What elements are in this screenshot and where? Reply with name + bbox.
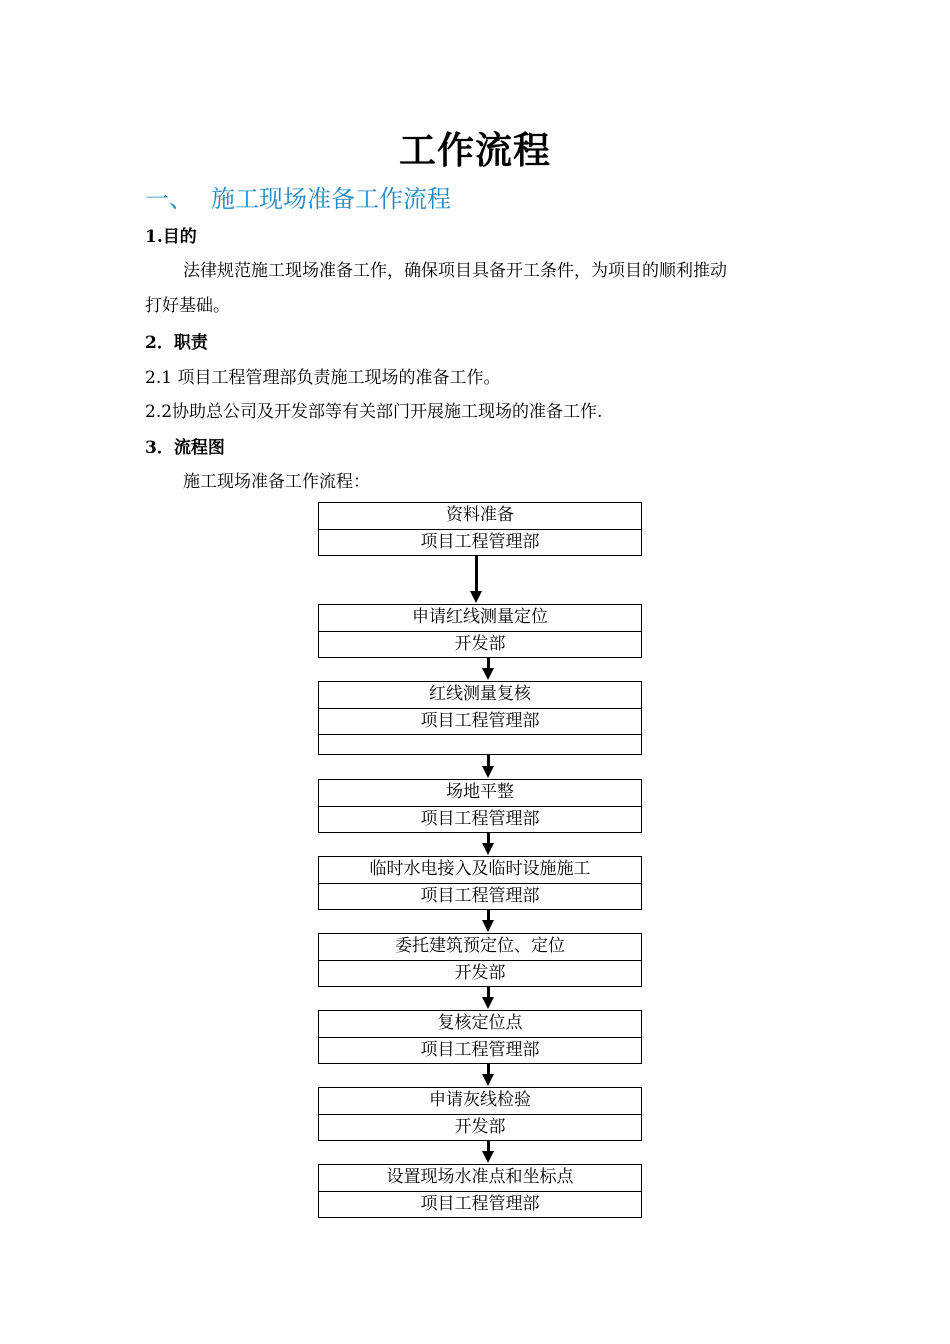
- flow-step-task: 申请红线测量定位: [319, 605, 641, 632]
- flow-step: [318, 933, 642, 987]
- flow-step-task: 设置现场水准点和坐标点: [319, 1165, 641, 1192]
- flow-step: [318, 681, 642, 755]
- section-heading: [145, 183, 451, 215]
- flow-step-task: 复核定位点: [319, 1011, 641, 1038]
- flowchart-caption: 施工现场准备工作流程：: [183, 472, 370, 492]
- flow-step-task: 场地平整: [319, 780, 641, 807]
- flow-step-owner: 项目工程管理部: [420, 1193, 540, 1214]
- flow-step-owner: 开发部: [454, 633, 506, 654]
- flow-arrow: [482, 909, 494, 932]
- flow-step-owner: 项目工程管理部: [319, 709, 641, 736]
- flow-step-owner: 开发部: [454, 962, 506, 983]
- flow-step: [318, 1010, 642, 1064]
- flow-step-owner: 项目工程管理部: [420, 531, 540, 552]
- flow-step: [318, 502, 642, 556]
- flow-arrow: [482, 1140, 494, 1163]
- purpose-text-line-1: 法律规范施工现场准备工作，确保项目具备开工条件，为项目的顺利推动: [183, 261, 727, 281]
- flow-step: [318, 1087, 642, 1141]
- flow-arrow: [482, 986, 494, 1009]
- flow-arrow: [482, 657, 494, 680]
- flow-arrow: [482, 754, 494, 778]
- duty-item-2-2: 2.2协助总公司及开发部等有关部门开展施工现场的准备工作.: [145, 402, 603, 422]
- flow-step-task: 临时水电接入及临时设施施工: [319, 857, 641, 884]
- flow-step-task: 申请灰线检验: [319, 1088, 641, 1115]
- flow-step: [318, 856, 642, 910]
- section-title: 施工现场准备工作流程: [211, 185, 451, 213]
- flow-step: [318, 1164, 642, 1218]
- section-number: 一、: [145, 185, 193, 213]
- flow-arrow: [482, 1063, 494, 1086]
- flow-arrow: [482, 832, 494, 855]
- page-title: 工作流程: [399, 128, 551, 172]
- purpose-text-line-2: 打好基础。: [145, 296, 230, 316]
- flow-step-owner: 项目工程管理部: [420, 885, 540, 906]
- flowchart-heading: 3．流程图: [145, 438, 225, 458]
- flow-step-task: 资料准备: [319, 503, 641, 530]
- flow-step: [318, 779, 642, 833]
- duties-heading: 2．职责: [145, 333, 208, 353]
- purpose-heading: 1.目的: [145, 227, 197, 247]
- flow-step-owner: 开发部: [454, 1116, 506, 1137]
- flow-step: [318, 604, 642, 658]
- flow-step-owner: 项目工程管理部: [420, 1039, 540, 1060]
- flow-step-task: 委托建筑预定位、定位: [319, 934, 641, 961]
- flow-step-owner: 项目工程管理部: [420, 808, 540, 829]
- flow-arrow: [470, 555, 482, 603]
- flow-step-task: 红线测量复核: [319, 682, 641, 709]
- duty-item-2-1: 2.1 项目工程管理部负责施工现场的准备工作。: [145, 368, 501, 388]
- flow-step-empty-row: [319, 735, 641, 754]
